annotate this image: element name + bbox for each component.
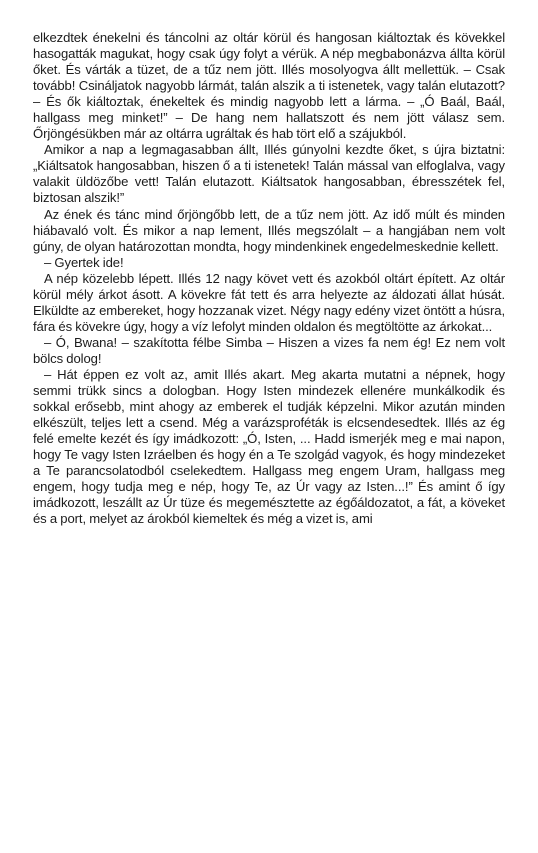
paragraph-4: – Gyertek ide! bbox=[44, 254, 124, 270]
book-page-text bbox=[33, 30, 505, 527]
paragraph-3: Az ének és tánc mind őrjöngőbb lett, de a tűz nem jött. Az idő múlt és minden hiábavaló volt. És mikor a nap lement, Illés megszólalt – a hangjában nem volt gúny, de olyan határozottan mondta, hogy mindenkinek engedelmeskednie kellett. bbox=[33, 206, 505, 254]
paragraph-2: Amikor a nap a legmagasabban állt, Illés gúnyolni kezdte őket, s újra biztatni: „Kiáltsatok hangosabban, hiszen ő a ti istenetek! Talán mással van elfoglalva, vagy valakit üldözőbe vett! Talán elutazott. Kiáltsatok hangosabban, ébresszétek fel, biztosan alszik!” bbox=[33, 142, 505, 206]
paragraph-1: elkezdtek énekelni és táncolni az oltár körül és hangosan kiáltoztak és kövekkel hasogatták magukat, hogy csak úgy folyt a vérük. A nép megbabonázva állta körül őket. És várták a tüzet, de a tűz nem jött. Illés mosolyogva állt mellettük. – Csak tovább! Csináljatok nagyobb lármát, talán alszik a ti istenetek, vagy talán elutazott? – És ők kiáltoztak, énekeltek és mindig nagyobb lett a lárma. – „Ó Baál, Baál, hallgass meg minket!” – De hang nem hallatszott és nem jött válasz sem. Őrjöngésükben már az oltárra ugráltak és hab tört elő a szájukból. bbox=[33, 30, 505, 142]
paragraph-7: – Hát éppen ez volt az, amit Illés akart. Meg akarta mutatni a népnek, hogy semmi trükk sincs a dologban. Hogy Isten mindezek ellenére munkálkodik és sokkal erősebb, mint ahogy az emberek el tudják képzelni. Mikor azután minden elkészült, teljes lett a csend. Még a varázsproféták is elcsendesedtek. Illés az ég felé emelte kezét és így imádkozott: „Ó, Isten, ... Hadd ismerjék meg e mai napon, hogy Te vagy Isten Izráelben és hogy én a Te szolgád vagyok, és hogy mindezeket a Te parancsolatodból cselekedtem. Hallgass meg engem Uram, hallgass meg engem, hogy tudja meg e nép, hogy Te, az Úr vagy az Isten...!” És amint ő így imádkozott, leszállt az Úr tüze és megemésztette az égőáldozatot, a fát, a köveket és a port, melyet az árokból kiemeltek és még a vizet is, ami bbox=[33, 366, 505, 527]
paragraph-5: A nép közelebb lépett. Illés 12 nagy követ vett és azokból oltárt épített. Az oltár körül mély árkot ásott. A kövekre fát tett és arra helyezte az áldozati állat húsát. Elküldte az embereket, hogy hozzanak vizet. Négy nagy edény vizet öntött a húsra, fára és kövekre úgy, hogy a víz lefolyt minden oldalon és megtöltötte az árkokat... bbox=[33, 270, 505, 334]
paragraph-6: – Ó, Bwana! – szakította félbe Simba – Hiszen a vizes fa nem ég! Ez nem volt bölcs dolog! bbox=[33, 334, 505, 366]
